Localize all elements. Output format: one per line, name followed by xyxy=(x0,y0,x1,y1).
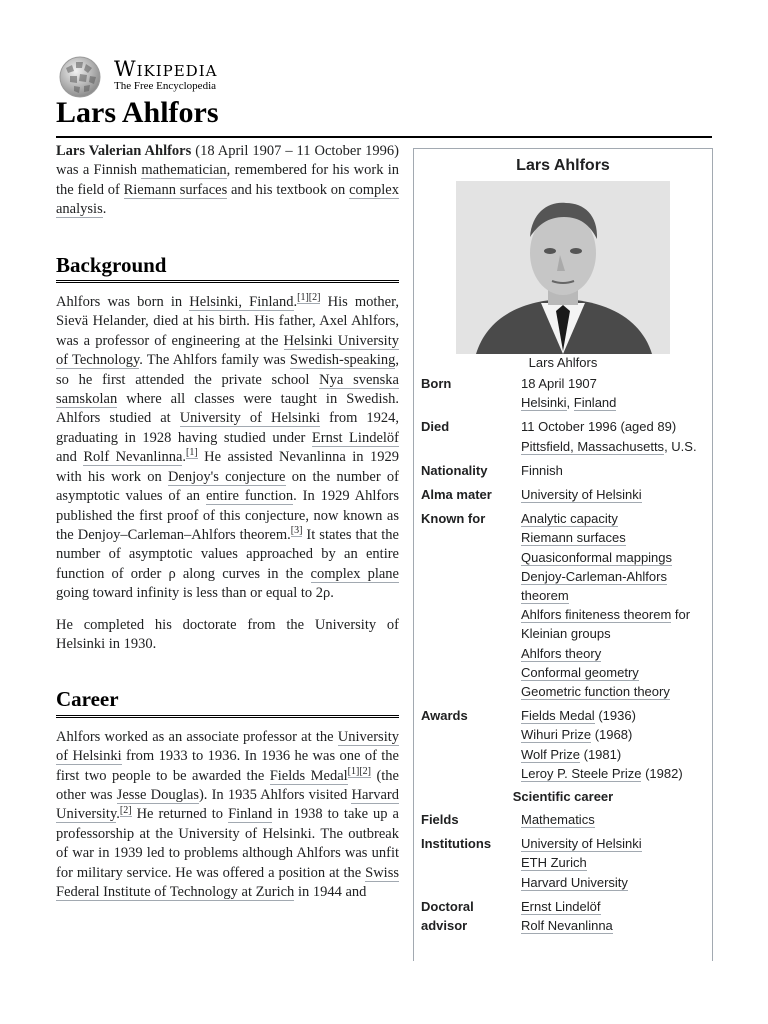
link-riemann-surfaces[interactable]: Riemann surfaces xyxy=(123,181,228,198)
link-riemann-surfaces[interactable]: Riemann surfaces xyxy=(521,530,626,546)
wikipedia-tagline: The Free Encyclopedia xyxy=(114,80,217,92)
reference-link[interactable]: [1] xyxy=(186,447,198,459)
section-heading-career: Career xyxy=(56,690,399,717)
link-university-of-helsinki[interactable]: University of Helsinki xyxy=(521,487,642,503)
link-university-of-helsinki[interactable]: University of Helsinki xyxy=(521,836,642,852)
link-ernst-lindelof[interactable]: Ernst Lindelöf xyxy=(311,429,399,446)
reference-link[interactable]: [1][2] xyxy=(347,765,371,777)
link-leroy-p-steele-prize[interactable]: Leroy P. Steele Prize xyxy=(521,765,642,781)
link-complex-plane[interactable]: complex plane xyxy=(310,565,399,582)
link-rolf-nevanlinna[interactable]: Rolf Nevanlinna xyxy=(521,918,613,934)
link-wolf-prize[interactable]: Wolf Prize xyxy=(521,746,580,762)
background-paragraph-1: Ahlfors was born in Helsinki, Finland.[1][2] His mother, Sievä Helander, died at his birth. His father, Axel Ahlfors, was a professor of engineering at the Helsinki University of Technology. The Ahlfors family was Swedish-speaking, so he first attended the private school Nya svenska samskolan where all classes were taught in Swedish. Ahlfors studied at University of Helsinki from 1924, graduating in 1928 having studied under Ernst Lindelöf and Rolf Nevanlinna.[1] He assisted Nevanlinna in 1929 with his work on Denjoy's conjecture on the number of asymptotic values of an entire function. In 1929 Ahlfors published the first proof of this conjecture, now known as the Denjoy–Carleman–Ahlfors theorem.[3] It states that the number of asymptotic values approached by an entire function of order ρ along curves in the complex plane going toward infinity is less than or equal to 2ρ. xyxy=(56,292,399,602)
link-nya-svenska-samskolan[interactable]: Nya svenska samskolan xyxy=(56,371,399,408)
link-ahlfors-finiteness-theorem[interactable]: Ahlfors finiteness theorem xyxy=(521,607,672,623)
link-mathematician[interactable]: mathematician xyxy=(141,162,227,179)
link-helsinki-university-of-technology[interactable]: Helsinki University of Technology xyxy=(56,332,399,369)
link-university-of-helsinki[interactable]: University of Helsinki xyxy=(179,410,321,427)
link-pittsfield-massachusetts[interactable]: Pittsfield, Massachusetts xyxy=(521,438,665,454)
infobox-title: Lars Ahlfors xyxy=(516,157,610,174)
link-quasiconformal-mappings[interactable]: Quasiconformal mappings xyxy=(521,549,673,565)
portrait-photo[interactable] xyxy=(456,181,670,354)
infobox-row-institutions: Institutions University of Helsinki ETH Zurich Harvard University xyxy=(421,836,642,890)
link-finland[interactable]: Finland xyxy=(573,395,617,411)
wikipedia-logo[interactable] xyxy=(56,54,276,98)
infobox-row-nationality: Nationality Finnish xyxy=(421,462,563,478)
link-helsinki[interactable]: Helsinki xyxy=(521,395,567,411)
reference-link[interactable]: [2] xyxy=(119,804,132,816)
page-title: Lars Ahlfors xyxy=(56,96,219,129)
link-conformal-geometry[interactable]: Conformal geometry xyxy=(521,664,639,680)
link-fields-medal[interactable]: Fields Medal xyxy=(269,767,348,784)
link-swedish-speaking[interactable]: Swedish-speaking xyxy=(289,352,396,369)
link-analytic-capacity[interactable]: Analytic capacity xyxy=(521,511,618,527)
infobox-row-born: Born 18 April 1907 Helsinki, Finland xyxy=(421,376,617,411)
infobox-row-alma-mater: Alma mater University of Helsinki xyxy=(421,487,642,503)
link-eth-zurich[interactable]: ETH Zurich xyxy=(521,855,587,871)
link-denjoy-carleman-ahlfors-theorem[interactable]: Denjoy-Carleman-Ahlfors theorem xyxy=(521,568,667,604)
link-jesse-douglas[interactable]: Jesse Douglas xyxy=(116,786,199,803)
link-fields-medal[interactable]: Fields Medal xyxy=(521,708,595,724)
infobox-section-scientific-career: Scientific career xyxy=(512,789,614,805)
portrait-caption: Lars Ahlfors xyxy=(528,355,598,370)
link-geometric-function-theory[interactable]: Geometric function theory xyxy=(521,684,670,700)
link-complex-analysis[interactable]: complex analysis xyxy=(56,181,399,218)
link-wihuri-prize[interactable]: Wihuri Prize xyxy=(521,727,592,743)
link-harvard-university[interactable]: Harvard University xyxy=(521,874,628,890)
career-paragraph-1: Ahlfors worked as an associate professor at the University of Helsinki from 1933 to 1936. In 1936 he was one of the first two people to be awarded the Fields Medal[1][2] (the other was Jesse Douglas). In 1935 Ahlfors visited Harvard University.[2] He returned to Finland in 1938 to take up a professorship at the University of Helsinki. The outbreak of war in 1939 led to problems although Ahlfors was unfit for military service. He was offered a position at the Swiss Federal Institute of Technology at Zurich in 1944 and xyxy=(56,728,399,900)
wikipedia-globe-icon xyxy=(56,54,104,98)
lead-paragraph: Lars Valerian Ahlfors (18 April 1907 – 11 October 1996) was a Finnish mathematician, remembered for his work in the field of Riemann surfaces and his textbook on complex analysis. xyxy=(56,143,399,218)
wikipedia-wordmark: Wikipedia xyxy=(114,57,218,81)
link-mathematics[interactable]: Mathematics xyxy=(521,812,595,828)
reference-link[interactable]: [3] xyxy=(290,525,303,537)
link-swiss-federal-institute-of-technology[interactable]: Swiss Federal Institute of Technology at Zurich xyxy=(56,864,399,900)
subject-name: Lars Valerian Ahlfors xyxy=(56,143,192,159)
infobox-row-doctoral-advisor: Doctoral advisor Ernst Lindelöf Rolf Nevanlinna xyxy=(421,898,613,934)
title-divider xyxy=(56,136,712,138)
link-harvard-university[interactable]: Harvard University xyxy=(56,786,399,823)
infobox xyxy=(413,148,713,961)
link-ahlfors-theory[interactable]: Ahlfors theory xyxy=(521,645,602,661)
link-finland[interactable]: Finland xyxy=(228,806,273,823)
article-body xyxy=(56,142,399,958)
link-university-of-helsinki[interactable]: University of Helsinki xyxy=(56,728,399,765)
link-rolf-nevanlinna[interactable]: Rolf Nevanlinna xyxy=(83,449,183,466)
background-paragraph-2: He completed his doctorate from the University of Helsinki in 1930. xyxy=(56,616,399,652)
infobox-row-awards: Awards Fields Medal (1936) Wihuri Prize (1968) Wolf Prize (1981) Leroy P. Steele Prize (1982) xyxy=(421,708,683,781)
section-heading-background: Background xyxy=(56,256,399,283)
link-entire-function[interactable]: entire function xyxy=(205,488,294,505)
infobox-row-died: Died 11 October 1996 (aged 89) Pittsfield, Massachusetts, U.S. xyxy=(421,419,697,454)
link-denjoys-conjecture[interactable]: Denjoy's conjecture xyxy=(167,468,286,485)
infobox-row-fields: Fields Mathematics xyxy=(421,812,595,828)
link-ernst-lindelof[interactable]: Ernst Lindelöf xyxy=(521,898,601,914)
infobox-row-known-for: Known for Analytic capacity Riemann surfaces Quasiconformal mappings Denjoy-Carleman-Ahlfors theorem Ahlfors finiteness theorem for Kleinian groups Ahlfors theory Conformal geometry Geometric function theory xyxy=(421,511,691,700)
reference-link[interactable]: [1][2] xyxy=(297,292,321,304)
link-helsinki-finland[interactable]: Helsinki, Finland xyxy=(189,294,294,311)
